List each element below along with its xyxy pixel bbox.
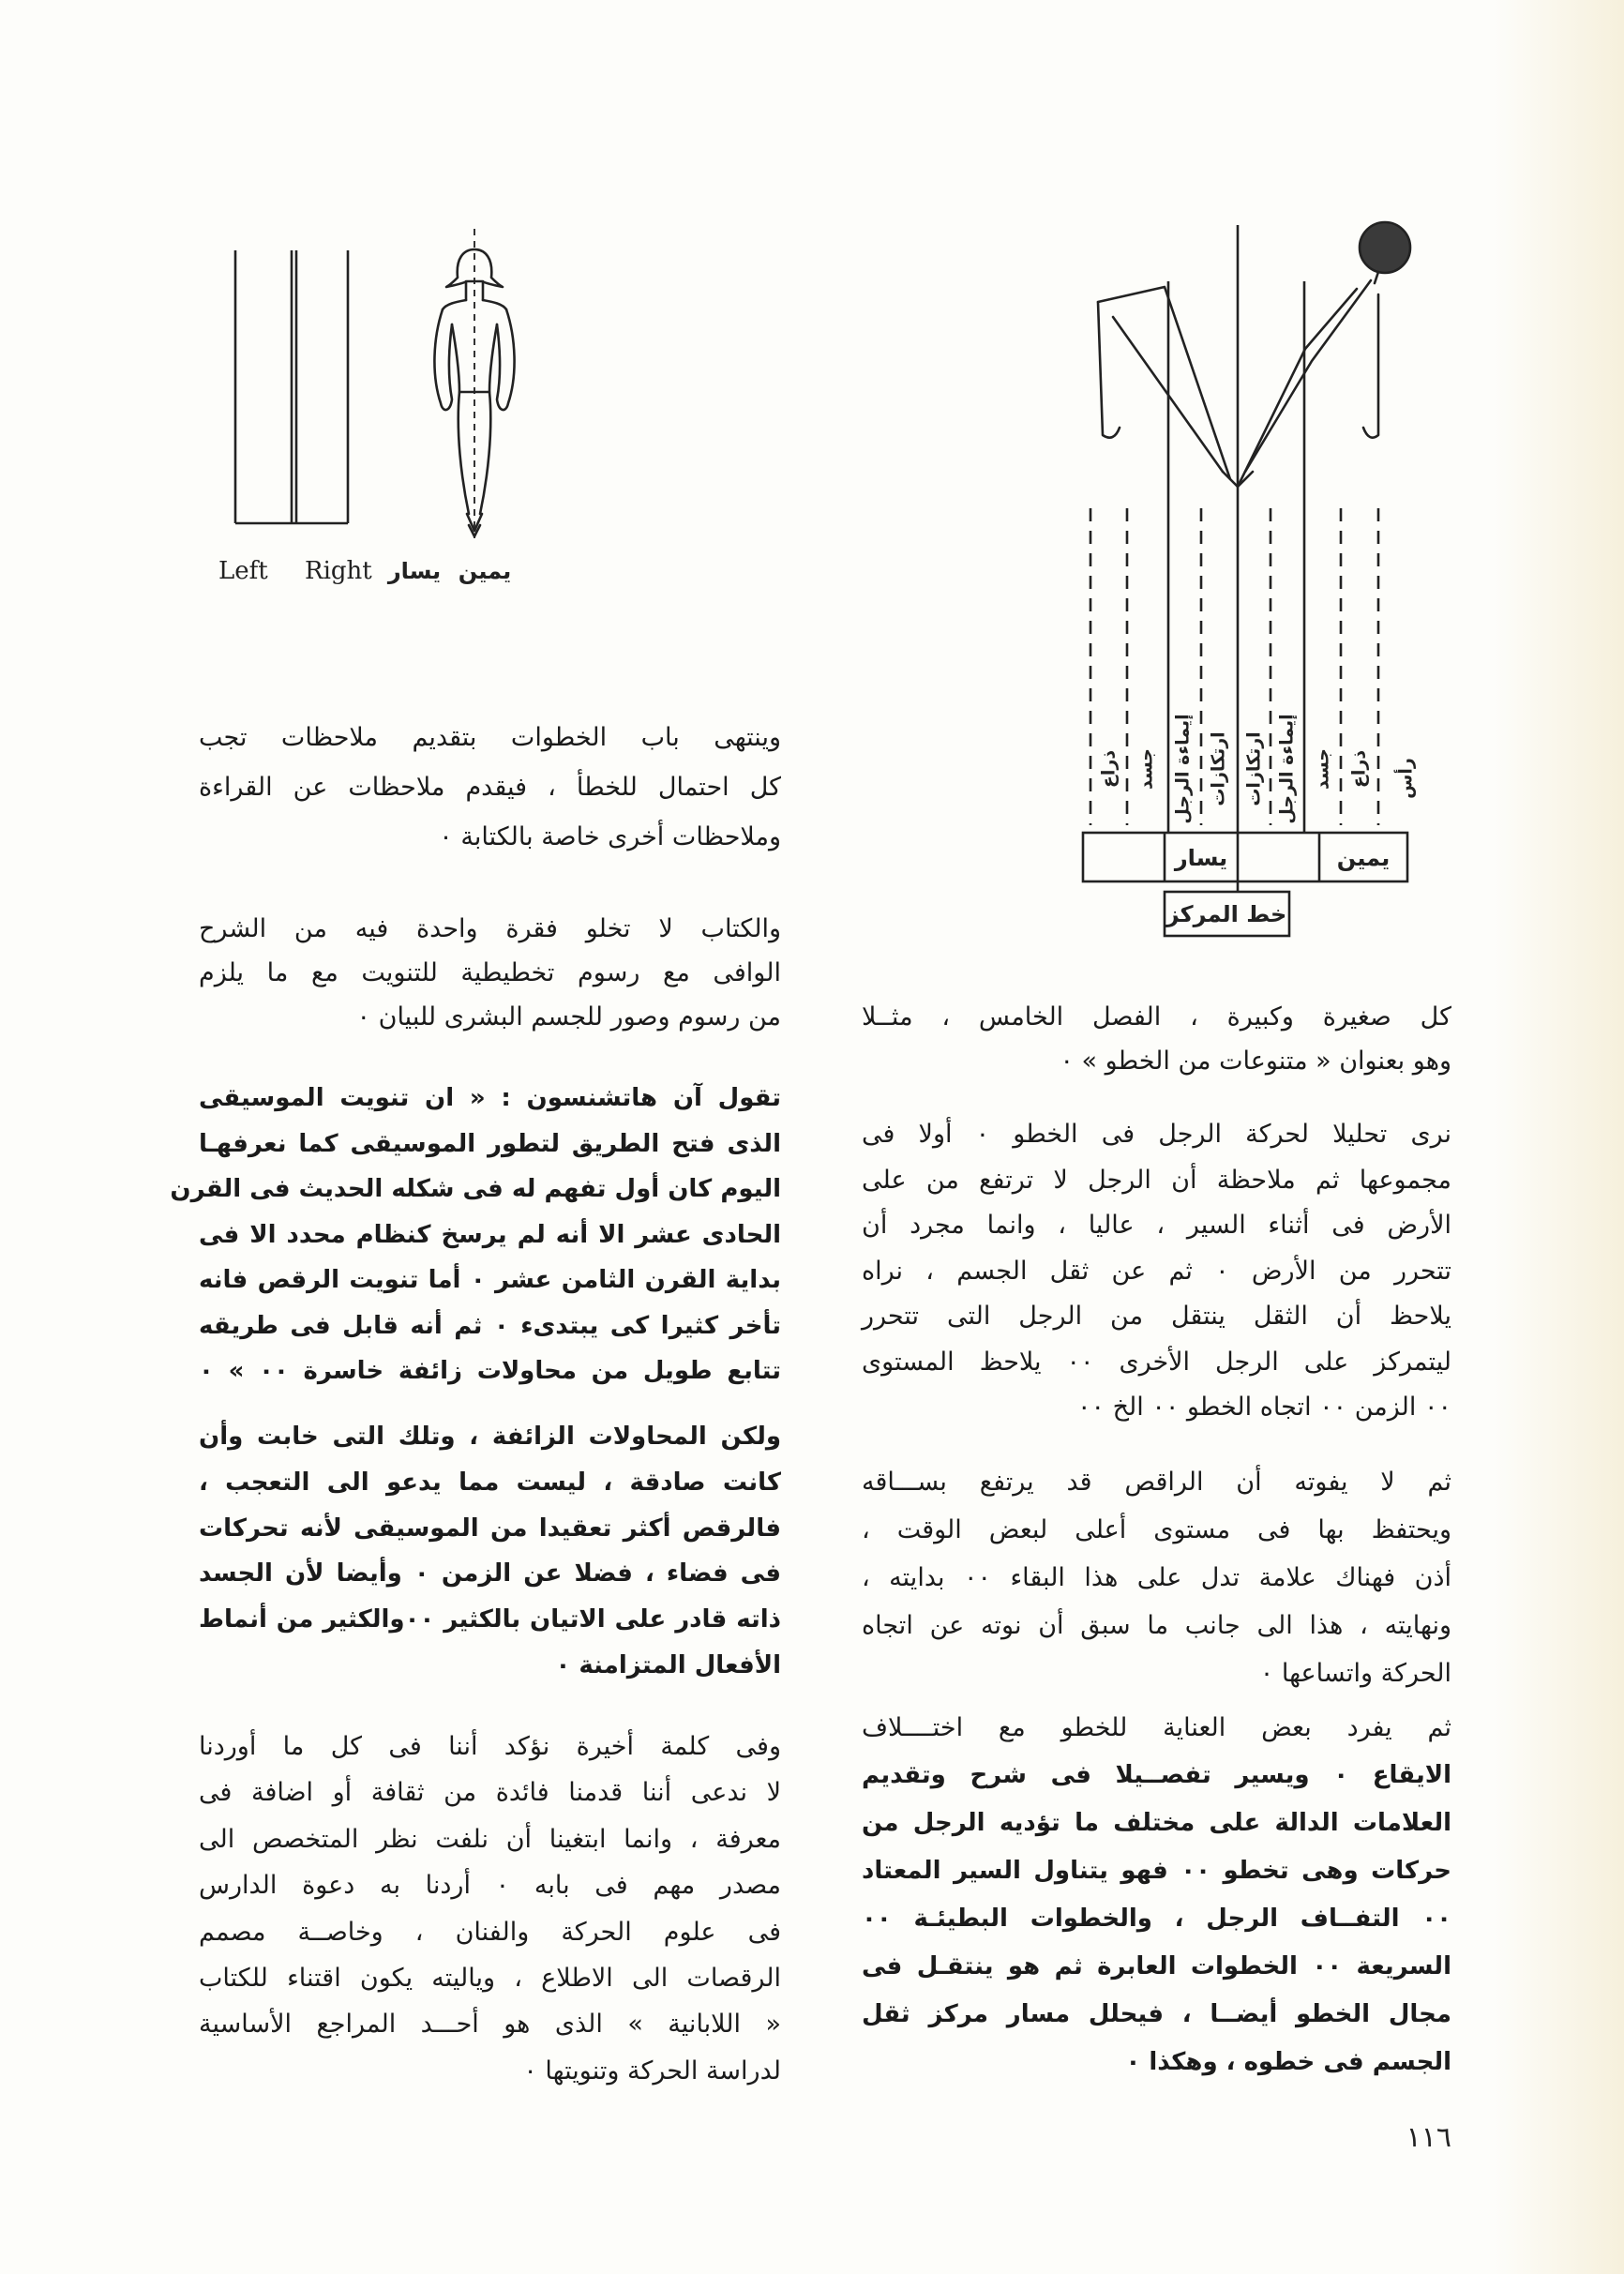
column-label-body-left: جسد xyxy=(1135,747,1157,791)
text-line: ولكن المحاولات الزائفة ، وتلك التى خابت وأن xyxy=(199,1423,781,1451)
label-left-ar: يسار xyxy=(387,558,442,584)
text-line: تتابع طويل من محاولات زائفة خاسرة ٠٠ » ٠ xyxy=(199,1357,781,1385)
figure-right-labanotation-staff xyxy=(1069,216,1463,947)
text-line: الأفعال المتزامنة ٠ xyxy=(555,1650,781,1679)
left-paragraph-3-quote xyxy=(170,1076,782,1394)
text-line: فى فضاء ، فضلا عن الزمن ٠ وأيضا لأن الجسد xyxy=(199,1559,781,1589)
dancer-head xyxy=(1360,222,1410,273)
right-paragraph-3 xyxy=(862,1458,1451,1697)
text-line: نرى تحليلا لحركة الرجل فى الخطو ٠ أولا فى xyxy=(862,1120,1451,1149)
left-paragraph-2 xyxy=(199,907,781,1039)
text-line: ليتمركز على الرجل الأخرى ٠٠ يلاحظ المستوى xyxy=(862,1347,1451,1377)
dancer-left-arm-upper xyxy=(1098,287,1230,479)
dancer-right-arm-upper xyxy=(1245,280,1371,472)
dancer-neck xyxy=(1375,272,1378,283)
label-right-ar: يمين xyxy=(458,558,512,584)
text-line: بداية القرن الثامن عشر ٠ أما تنويت الرقص فانه xyxy=(199,1266,782,1294)
right-paragraph-2 xyxy=(862,1112,1451,1431)
text-line: من رسوم وصور للجسم البشرى للبيان ٠ xyxy=(356,1002,781,1032)
column-label-arm-right: ذراع xyxy=(1348,749,1370,789)
column-label-body-right: جسد xyxy=(1312,747,1333,791)
text-line: تأخر كثيرا كى يبتدىء ٠ ثم أنه قابل فى طريقه xyxy=(199,1311,781,1340)
right-paragraph-4 xyxy=(862,1704,1451,2086)
text-line: معرفة ، وانما ابتغينا أن نلفت نظر المتخصص الى xyxy=(199,1824,781,1854)
text-line: فى علوم الحركة والفنان ، وخاصــة مصمم xyxy=(199,1917,781,1947)
text-line: فالرقص أكثر تعقيدا من الموسيقى لأنه تحركات xyxy=(199,1513,781,1543)
label-right-en: Right xyxy=(305,557,372,585)
text-line: مجموعها ثم ملاحظة أن الرجل لا ترتفع من على xyxy=(862,1165,1451,1195)
body-torso xyxy=(452,324,497,392)
body-left-arm xyxy=(434,309,452,410)
column-label-head: رأس xyxy=(1395,758,1417,799)
figure-left-body-staff xyxy=(206,216,544,591)
text-line: اليوم كان أول تفهم له فى شكله الحديث فى القرن xyxy=(170,1175,781,1203)
text-line: تتحرر من الأرض ٠ ثم عن ثقل الجسم ، نراه xyxy=(862,1256,1451,1286)
column-label-leg-gesture-right: إيماءة الرجل xyxy=(1276,714,1298,824)
right-paragraph-1 xyxy=(862,995,1451,1083)
text-line: الحادى عشر الا أنه لم يرسخ كنظام محدد الا فى xyxy=(199,1220,781,1249)
text-line: ٠٠ الزمن ٠٠ اتجاه الخطو ٠٠ الخ ٠٠ xyxy=(1076,1393,1451,1422)
staff-label-left: يسار xyxy=(1174,845,1228,871)
center-line-label: خط المركز xyxy=(1165,901,1287,927)
text-line: يلاحظ أن الثقل ينتقل من الرجل التى تتحرر xyxy=(862,1302,1451,1331)
text-line: السريعة ٠٠ الخطوات العابرة ثم هو ينتقـل فى xyxy=(862,1952,1451,1980)
text-line: ونهايته ، هذا الى جانب ما سبق أن نوته عن اتجاه xyxy=(862,1611,1451,1640)
text-line: مصدر مهم فى بابه ٠ أردنا به دعوة الدارس xyxy=(199,1871,781,1901)
left-paragraph-5 xyxy=(199,1724,781,2094)
text-line: ذاته قادر على الاتيان بالكثير ٠٠والكثير من أنماط xyxy=(199,1605,782,1634)
text-line: مجال الخطو أيضــا ، فيحلل مسار مركز ثقل xyxy=(862,2000,1451,2028)
text-line: الرقصات الى الاطلاع ، وياليته يكون اقتناء للكتاب xyxy=(199,1964,781,1994)
text-line: كانت صادقة ، ليست مما يدعو الى التعجب ، xyxy=(199,1468,781,1497)
text-line: وهو بعنوان « متنوعات من الخطو » ٠ xyxy=(1060,1047,1451,1076)
column-label-leg-gesture-left: إيماءة الرجل xyxy=(1172,714,1194,824)
text-line: حركات وهى تخطو ٠٠ فهو يتناول السير المعتاد xyxy=(862,1857,1451,1885)
text-line: تقول آن هاتشنسون : « ان تنويت الموسيقى xyxy=(199,1084,781,1112)
text-line: لدراسة الحركة وتنويتها ٠ xyxy=(523,2056,781,2086)
text-line: الوافى مع رسوم تخطيطية للتنويت مع ما يلزم xyxy=(199,958,781,987)
text-line: الحركة واتساعها ٠ xyxy=(1259,1659,1451,1688)
text-line: لا ندعى أننا قدمنا فائدة من ثقافة أو اضافة فى xyxy=(199,1778,781,1808)
text-line: كل احتمال للخطأ ، فيقدم ملاحظات عن القراءة xyxy=(199,773,781,802)
text-line: ٠٠ التفــاف الرجل ، والخطوات البطيئـة ٠٠ xyxy=(862,1905,1451,1933)
dancer-right-arm-outer xyxy=(1363,294,1378,438)
text-line: وملاحظات أخرى خاصة بالكتابة ٠ xyxy=(439,822,781,851)
left-paragraph-1 xyxy=(199,713,781,862)
staff-label-right: يمين xyxy=(1336,845,1391,871)
text-line: وفى كلمة أخيرة نؤكد أننا فى كل ما أوردنا xyxy=(199,1732,781,1761)
left-paragraph-4 xyxy=(199,1414,781,1689)
text-line: ويحتفظ بها فى مستوى أعلى لبعض الوقت ، xyxy=(862,1515,1451,1544)
column-label-supports-left: ارتكازات xyxy=(1208,731,1229,806)
text-line: « اللابانية » الذى هو أحـــد المراجع الأساسية xyxy=(199,2010,781,2040)
page-number: ١١٦ xyxy=(1406,2121,1451,2154)
text-line: الأرض فى أثناء السير ، عاليا ، وانما مجرد أن xyxy=(862,1211,1451,1240)
text-line: والكتاب لا تخلو فقرة واحدة فيه من الشرح xyxy=(199,914,781,943)
text-line: الذى فتح الطريق لتطور الموسيقى كما نعرفهـا xyxy=(199,1129,781,1158)
text-line: أذن فهناك علامة تدل على هذا البقاء ٠٠ بدايته ، xyxy=(862,1563,1451,1592)
text-line: وينتهى باب الخطوات بتقديم ملاحظات تجب xyxy=(199,723,781,752)
dancer-right-arm-inner xyxy=(1238,289,1357,487)
text-line: العلامات الدالة على مختلف ما تؤديه الرجل من xyxy=(862,1809,1451,1837)
text-line: ثم لا يفوته أن الراقص قد يرتفع بســـاقه xyxy=(862,1468,1451,1497)
body-right-arm xyxy=(497,309,515,410)
text-line: ثم يفرد بعض العناية للخطو مع اختــــلاف xyxy=(862,1713,1451,1742)
label-left-en: Left xyxy=(218,557,268,585)
text-line: الجسم فى خطوه ، وهكذا ٠ xyxy=(1125,2048,1451,2076)
text-line: الايقاع ٠ ويسير تفصــيلا فى شرح وتقديم xyxy=(862,1761,1452,1789)
text-line: كل صغيرة وكبيرة ، الفصل الخامس ، مثــلا xyxy=(862,1002,1451,1032)
column-label-arm-left: ذراع xyxy=(1098,749,1120,789)
column-label-supports-right: ارتكازات xyxy=(1243,731,1265,806)
